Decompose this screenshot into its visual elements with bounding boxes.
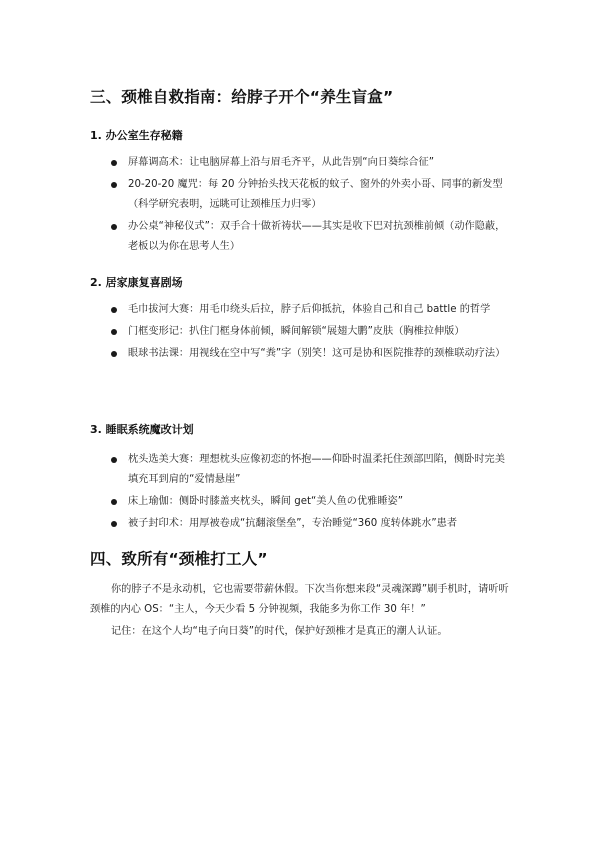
section-heading-3: 三、颈椎自救指南：给脖子开个“养生盲盒” [90,88,394,106]
closing-paragraph: 你的脖子不是永动机，它也需要带薪休假。下次当你想来段“灵魂深蹲”刷手机时，请听听颈椎的内心 OS：“主人，今天少看 5 分钟视频，我能多为你工作 30 年！” [90,584,509,615]
section-heading-4: 四、致所有“颈椎打工人” [90,550,268,568]
closing-paragraph: 记住：在这个人均“电子向日葵”的时代，保护好颈椎才是真正的潮人认证。 [111,626,448,637]
list-item-text: 20-20-20 魔咒：每 20 分钟抬头找天花板的蚊子、窗外的外卖小哥、同事的新发型（科学研究表明，远眺可让颈椎压力归零） [128,179,503,210]
list-item [110,175,510,215]
list-item-text: 眼球书法课：用视线在空中写“粪”字（别笑！这可是协和医院推荐的颈椎联动疗法） [128,348,506,359]
bullet-icon [111,521,117,527]
list-item-text: 门框变形记：扒住门框身体前倾，瞬间解锁“展翅大鹏”皮肤（胸椎拉伸版） [128,326,465,337]
bullet-icon [111,457,117,463]
list-item [110,322,510,342]
list-item-text: 床上瑜伽：侧卧时膝盖夹枕头，瞬间 get“美人鱼の优雅睡姿” [128,496,404,507]
list-item-text: 毛巾拔河大赛：用毛巾绕头后拉，脖子后仰抵抗，体验自己和自己 battle 的哲学 [128,304,491,315]
subheading-office: 1. 办公室生存秘籍 [90,129,183,142]
list-item [110,492,510,512]
list-item [110,344,510,364]
list-item [110,514,510,534]
list-item [110,217,510,257]
list-item-text: 枕头选美大赛：理想枕头应像初恋的怀抱——仰卧时温柔托住颈部凹陷，侧卧时完美填充耳到肩的“爱情悬崖” [128,454,505,485]
sleep-tips-list [110,450,510,536]
subheading-sleep: 3. 睡眠系统魔改计划 [90,423,194,436]
list-item [110,300,510,320]
bullet-icon [111,307,117,313]
list-item [110,450,510,490]
bullet-icon [111,329,117,335]
list-item-text: 办公桌“神秘仪式”：双手合十做祈祷状——其实是收下巴对抗颈椎前倾（动作隐蔽，老板以为你在思考人生） [128,221,506,252]
list-item [110,153,510,173]
bullet-icon [111,499,117,505]
bullet-icon [111,351,117,357]
subheading-home: 2. 居家康复喜剧场 [90,276,183,289]
list-item-text: 屏幕调高术：让电脑屏幕上沿与眉毛齐平，从此告别“向日葵综合征” [128,157,434,168]
list-item-text: 被子封印术：用厚被卷成“抗翻滚堡垒”，专治睡觉“360 度转体跳水”患者 [128,518,458,529]
bullet-icon [111,160,117,166]
bullet-icon [111,224,117,230]
home-tips-list [110,300,510,366]
office-tips-list [110,153,510,259]
bullet-icon [111,182,117,188]
